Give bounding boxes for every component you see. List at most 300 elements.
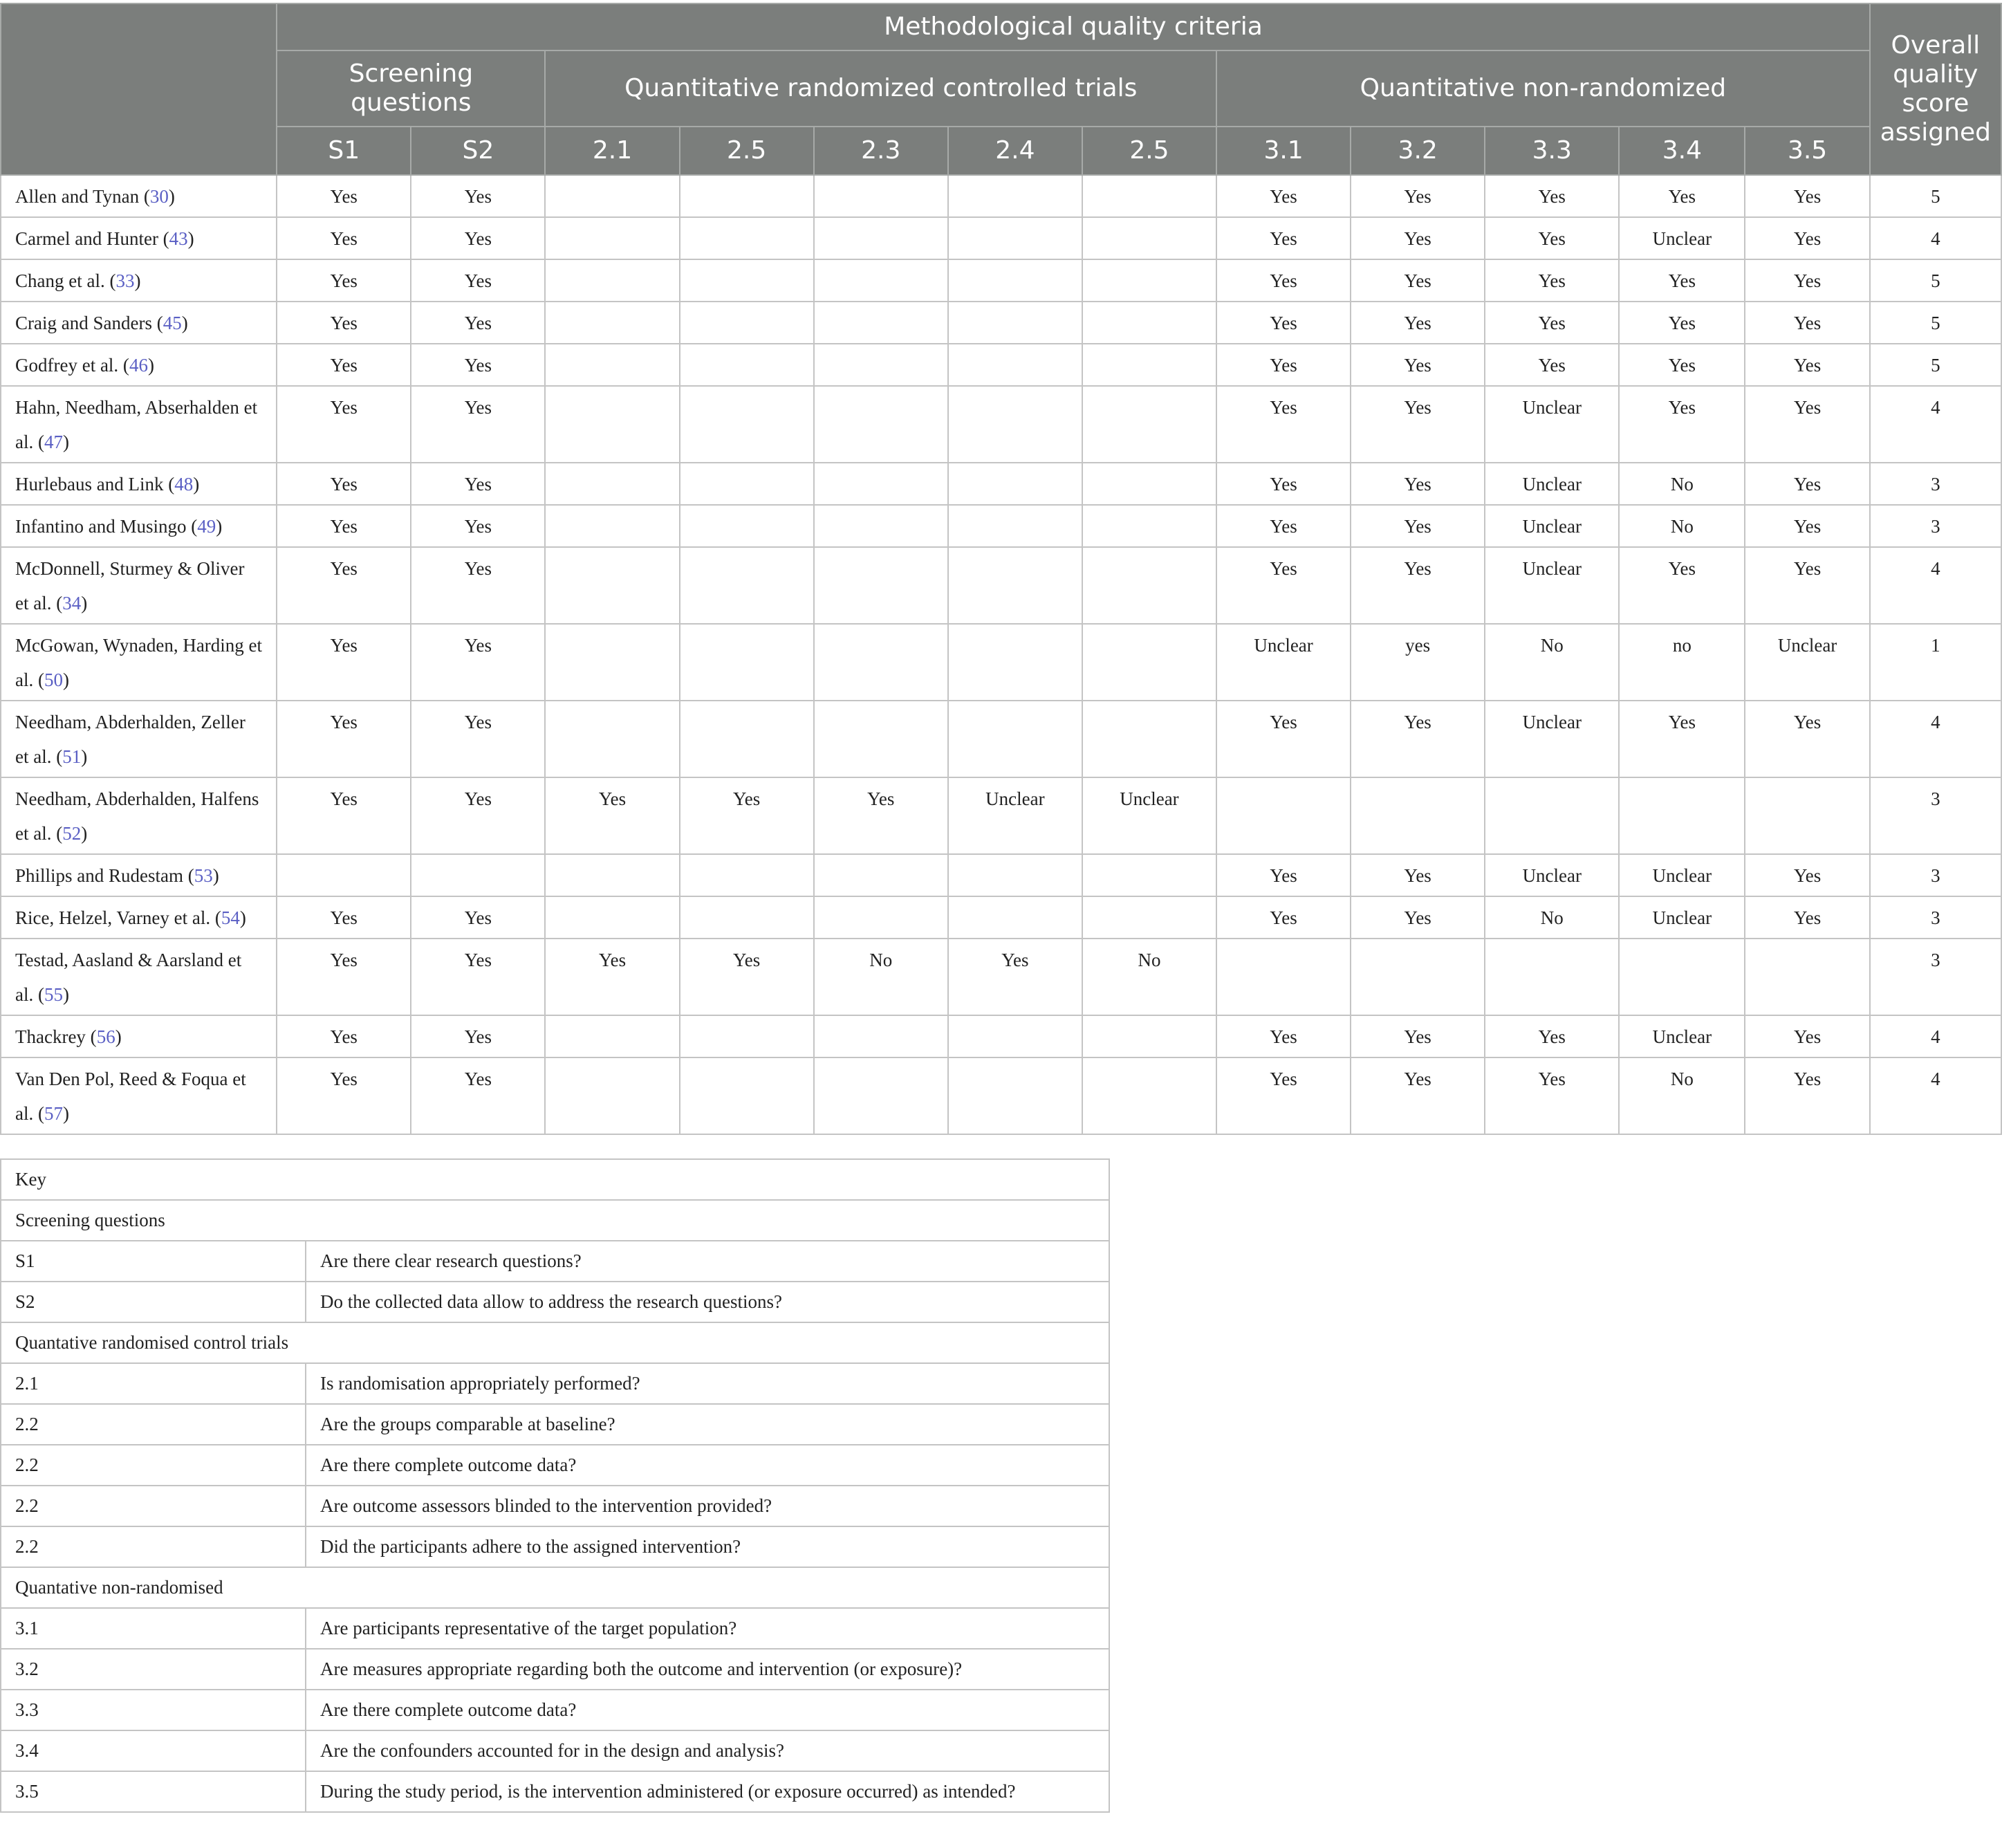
key-item-description: Are there complete outcome data? — [306, 1690, 1109, 1730]
criteria-column-header: 3.2 — [1351, 127, 1485, 175]
criterion-value-cell: Yes — [1216, 896, 1351, 939]
study-cell — [1, 547, 277, 624]
table-row — [1, 386, 2001, 463]
reference-link[interactable]: 52 — [62, 823, 82, 844]
study-name: McDonnell, Sturmey & Oliver et al. ( — [15, 558, 245, 613]
key-item-description: Are the confounders accounted for in the design and analysis? — [306, 1730, 1109, 1771]
criterion-value-cell — [680, 896, 814, 939]
overall-score-header: Overall quality score assigned — [1870, 3, 2001, 175]
criterion-value-cell — [814, 547, 948, 624]
criterion-value-cell: No — [1485, 624, 1619, 701]
reference-link[interactable]: 34 — [62, 593, 82, 613]
table-row — [1, 777, 2001, 854]
criterion-value-cell — [948, 386, 1082, 463]
criterion-value-cell — [1082, 463, 1216, 505]
study-cell — [1, 624, 277, 701]
overall-score-cell: 4 — [1870, 701, 2001, 777]
criterion-value-cell — [814, 701, 948, 777]
reference-link[interactable]: 49 — [197, 516, 216, 537]
criterion-value-cell — [680, 1057, 814, 1134]
criteria-column-header: S2 — [411, 127, 545, 175]
criterion-value-cell: Yes — [277, 896, 411, 939]
study-name: Craig and Sanders ( — [15, 313, 163, 333]
reference-link[interactable]: 54 — [221, 907, 240, 928]
criterion-value-cell: Yes — [411, 344, 545, 386]
criterion-value-cell: Yes — [1216, 701, 1351, 777]
criterion-value-cell — [814, 854, 948, 896]
key-body — [1, 1159, 1109, 1812]
overall-score-cell: 3 — [1870, 777, 2001, 854]
key-item-row — [1, 1690, 1109, 1730]
criterion-value-cell — [948, 624, 1082, 701]
criterion-value-cell: Yes — [1351, 302, 1485, 344]
study-cell — [1, 854, 277, 896]
study-cell — [1, 939, 277, 1015]
study-name: Phillips and Rudestam ( — [15, 865, 194, 886]
table-row — [1, 259, 2001, 302]
overall-score-cell: 3 — [1870, 505, 2001, 547]
study-name: Van Den Pol, Reed & Foqua et al. ( — [15, 1069, 246, 1124]
study-name: Thackrey ( — [15, 1026, 97, 1047]
criterion-value-cell — [1082, 217, 1216, 259]
criterion-value-cell: Yes — [1485, 259, 1619, 302]
criterion-value-cell: Yes — [1216, 217, 1351, 259]
criterion-value-cell: Yes — [545, 939, 679, 1015]
criterion-value-cell: Yes — [1351, 854, 1485, 896]
criterion-value-cell — [1216, 939, 1351, 1015]
criterion-value-cell — [814, 624, 948, 701]
criterion-value-cell: Yes — [277, 217, 411, 259]
study-cell — [1, 259, 277, 302]
criterion-value-cell: Yes — [277, 624, 411, 701]
overall-score-cell: 4 — [1870, 386, 2001, 463]
table-row — [1, 217, 2001, 259]
criterion-value-cell — [680, 386, 814, 463]
criterion-value-cell: Yes — [1216, 302, 1351, 344]
criterion-value-cell: no — [1619, 624, 1745, 701]
criterion-value-cell: Unclear — [1082, 777, 1216, 854]
key-item-row — [1, 1526, 1109, 1567]
criterion-value-cell: Yes — [1351, 1057, 1485, 1134]
criterion-value-cell: Yes — [545, 777, 679, 854]
criterion-value-cell: Yes — [1619, 302, 1745, 344]
criterion-value-cell — [1082, 701, 1216, 777]
study-cell — [1, 896, 277, 939]
criterion-value-cell — [1082, 854, 1216, 896]
key-item-description: Are outcome assessors blinded to the intervention provided? — [306, 1486, 1109, 1526]
key-item-row — [1, 1608, 1109, 1649]
reference-link[interactable]: 57 — [44, 1103, 63, 1124]
criterion-value-cell — [680, 302, 814, 344]
criteria-column-header: 2.5 — [1082, 127, 1216, 175]
table-row — [1, 1015, 2001, 1057]
criterion-value-cell: Unclear — [1619, 217, 1745, 259]
criterion-value-cell — [1082, 624, 1216, 701]
study-cell — [1, 1057, 277, 1134]
reference-link[interactable]: 33 — [115, 270, 135, 291]
criterion-value-cell — [1082, 302, 1216, 344]
criteria-column-header: 3.1 — [1216, 127, 1351, 175]
study-name: Allen and Tynan ( — [15, 186, 150, 207]
criterion-value-cell: Yes — [1745, 1057, 1869, 1134]
reference-link[interactable]: 55 — [44, 984, 63, 1005]
criterion-value-cell: Yes — [277, 547, 411, 624]
table-row — [1, 939, 2001, 1015]
overall-score-cell: 5 — [1870, 344, 2001, 386]
criterion-value-cell: Yes — [1745, 217, 1869, 259]
criterion-value-cell — [814, 896, 948, 939]
criterion-value-cell — [545, 217, 679, 259]
quality-assessment-table — [0, 3, 2002, 1135]
criterion-value-cell: Yes — [1485, 1015, 1619, 1057]
study-name: Godfrey et al. ( — [15, 355, 129, 376]
reference-link[interactable]: 48 — [174, 474, 194, 495]
criterion-value-cell: Yes — [1745, 259, 1869, 302]
key-item-code: S1 — [1, 1241, 306, 1282]
criterion-value-cell — [545, 175, 679, 217]
study-name: Infantino and Musingo ( — [15, 516, 198, 537]
key-item-row — [1, 1363, 1109, 1404]
criterion-value-cell — [411, 854, 545, 896]
overall-score-cell: 4 — [1870, 1057, 2001, 1134]
key-item-row — [1, 1486, 1109, 1526]
criteria-column-header: 3.5 — [1745, 127, 1869, 175]
reference-link[interactable]: 45 — [163, 313, 182, 333]
criterion-value-cell: Yes — [1745, 463, 1869, 505]
criteria-column-header: 3.4 — [1619, 127, 1745, 175]
study-cell — [1, 777, 277, 854]
study-name: Needham, Abderhalden, Halfens et al. ( — [15, 788, 259, 844]
criterion-value-cell: Yes — [411, 1015, 545, 1057]
table-row — [1, 624, 2001, 701]
criterion-value-cell — [680, 259, 814, 302]
criterion-value-cell — [814, 175, 948, 217]
criterion-value-cell: Yes — [411, 624, 545, 701]
criterion-value-cell: Yes — [1351, 259, 1485, 302]
criterion-value-cell: Unclear — [1619, 854, 1745, 896]
reference-close: ) — [62, 669, 69, 690]
study-name: Needham, Abderhalden, Zeller et al. ( — [15, 712, 245, 767]
criterion-value-cell: Yes — [1485, 302, 1619, 344]
criterion-value-cell: Yes — [411, 777, 545, 854]
reference-close: ) — [81, 593, 88, 613]
criterion-value-cell: Yes — [1216, 259, 1351, 302]
criterion-value-cell: Yes — [411, 939, 545, 1015]
criterion-value-cell: Yes — [1745, 505, 1869, 547]
reference-close: ) — [181, 313, 188, 333]
criterion-value-cell: Yes — [1485, 175, 1619, 217]
overall-score-cell: 4 — [1870, 217, 2001, 259]
criterion-value-cell — [545, 302, 679, 344]
criterion-value-cell: Yes — [1216, 386, 1351, 463]
criterion-value-cell: Unclear — [1745, 624, 1869, 701]
criterion-value-cell — [680, 175, 814, 217]
criterion-value-cell — [1082, 1015, 1216, 1057]
key-item-code: 2.2 — [1, 1445, 306, 1486]
study-cell — [1, 505, 277, 547]
criterion-value-cell — [545, 386, 679, 463]
reference-close: ) — [147, 355, 154, 376]
study-cell — [1, 386, 277, 463]
criterion-value-cell: Unclear — [1619, 1015, 1745, 1057]
criterion-value-cell — [545, 547, 679, 624]
criterion-value-cell: No — [1619, 1057, 1745, 1134]
reference-link[interactable]: 30 — [149, 186, 169, 207]
criterion-value-cell — [545, 624, 679, 701]
criterion-value-cell — [814, 1015, 948, 1057]
criterion-value-cell — [948, 344, 1082, 386]
reference-link[interactable]: 43 — [169, 228, 188, 249]
criterion-value-cell — [948, 701, 1082, 777]
criterion-value-cell: Yes — [1745, 854, 1869, 896]
key-item-row — [1, 1404, 1109, 1445]
criteria-column-header: 3.3 — [1485, 127, 1619, 175]
criterion-value-cell — [1745, 939, 1869, 1015]
criterion-value-cell: Yes — [1619, 547, 1745, 624]
rct-group-header: Quantitative randomized controlled trials — [545, 50, 1216, 127]
criterion-value-cell: Yes — [411, 896, 545, 939]
criterion-value-cell — [680, 1015, 814, 1057]
criterion-value-cell: No — [1619, 463, 1745, 505]
criteria-column-header: 2.5 — [680, 127, 814, 175]
criterion-value-cell: Yes — [1745, 386, 1869, 463]
key-item-row — [1, 1241, 1109, 1282]
criterion-value-cell: Yes — [1485, 1057, 1619, 1134]
overall-score-cell: 3 — [1870, 463, 2001, 505]
criterion-value-cell — [948, 505, 1082, 547]
criterion-value-cell — [545, 1015, 679, 1057]
criterion-value-cell: Unclear — [1485, 854, 1619, 896]
study-column-header — [1, 3, 277, 175]
methodological-criteria-header: Methodological quality criteria — [277, 3, 1869, 50]
criterion-value-cell: yes — [1351, 624, 1485, 701]
criterion-value-cell: Yes — [411, 302, 545, 344]
reference-link[interactable]: 46 — [129, 355, 148, 376]
criteria-column-header: 2.3 — [814, 127, 948, 175]
criterion-value-cell — [1082, 1057, 1216, 1134]
key-item-description: Are participants representative of the target population? — [306, 1608, 1109, 1649]
nonrandomized-group-header: Quantitative non-randomized — [1216, 50, 1870, 127]
key-item-code: 2.2 — [1, 1526, 306, 1567]
key-row — [1, 1159, 1109, 1200]
criterion-value-cell: Yes — [1351, 701, 1485, 777]
criterion-value-cell: Yes — [411, 386, 545, 463]
criterion-value-cell: Unclear — [1485, 463, 1619, 505]
criterion-value-cell: Yes — [1216, 1057, 1351, 1134]
criterion-value-cell: Yes — [1619, 259, 1745, 302]
key-item-code: 3.3 — [1, 1690, 306, 1730]
criterion-value-cell — [948, 302, 1082, 344]
criterion-value-cell: Yes — [277, 505, 411, 547]
key-section-heading: Quantative randomised control trials — [1, 1322, 1109, 1363]
criterion-value-cell: Yes — [411, 463, 545, 505]
table-row — [1, 175, 2001, 217]
table-row — [1, 463, 2001, 505]
criterion-value-cell: Yes — [1216, 463, 1351, 505]
key-item-description: Did the participants adhere to the assigned intervention? — [306, 1526, 1109, 1567]
criterion-value-cell: Yes — [1351, 1015, 1485, 1057]
criterion-value-cell — [680, 217, 814, 259]
criterion-value-cell: Yes — [1351, 344, 1485, 386]
key-row — [1, 1567, 1109, 1608]
key-item-row — [1, 1445, 1109, 1486]
criterion-value-cell — [1216, 777, 1351, 854]
criterion-value-cell: Yes — [411, 1057, 545, 1134]
criterion-value-cell — [1619, 939, 1745, 1015]
criterion-value-cell — [545, 854, 679, 896]
criterion-value-cell: Yes — [1351, 505, 1485, 547]
criterion-value-cell: Yes — [411, 259, 545, 302]
study-name: Chang et al. ( — [15, 270, 116, 291]
criterion-value-cell — [814, 259, 948, 302]
criterion-value-cell: Yes — [411, 701, 545, 777]
criterion-value-cell: Yes — [1351, 386, 1485, 463]
reference-link[interactable]: 53 — [194, 865, 213, 886]
criterion-value-cell — [545, 1057, 679, 1134]
study-cell — [1, 302, 277, 344]
criterion-value-cell — [545, 344, 679, 386]
screening-questions-header: Screening questions — [277, 50, 545, 127]
criterion-value-cell: Yes — [277, 302, 411, 344]
table-row — [1, 1057, 2001, 1134]
criterion-value-cell — [545, 463, 679, 505]
criterion-value-cell — [948, 217, 1082, 259]
criterion-value-cell: Yes — [1351, 547, 1485, 624]
criterion-value-cell: Yes — [1745, 547, 1869, 624]
criterion-value-cell: Yes — [277, 701, 411, 777]
reference-link[interactable]: 50 — [44, 669, 63, 690]
reference-close: ) — [62, 984, 69, 1005]
criterion-value-cell: Yes — [1351, 896, 1485, 939]
criterion-value-cell — [1745, 777, 1869, 854]
criterion-value-cell: Unclear — [1619, 896, 1745, 939]
overall-score-cell: 4 — [1870, 547, 2001, 624]
key-item-description: Do the collected data allow to address the research questions? — [306, 1282, 1109, 1322]
reference-link[interactable]: 56 — [96, 1026, 115, 1047]
key-section-heading: Quantative non-randomised — [1, 1567, 1109, 1608]
criterion-value-cell: Yes — [277, 463, 411, 505]
criterion-value-cell: Yes — [277, 259, 411, 302]
study-name: Testad, Aasland & Aarsland et al. ( — [15, 950, 242, 1005]
table-row — [1, 505, 2001, 547]
reference-close: ) — [81, 823, 88, 844]
overall-score-cell: 1 — [1870, 624, 2001, 701]
key-item-row — [1, 1649, 1109, 1690]
criterion-value-cell: Yes — [277, 777, 411, 854]
criterion-value-cell: Yes — [1216, 1015, 1351, 1057]
criterion-value-cell: Unclear — [1485, 547, 1619, 624]
reference-link[interactable]: 51 — [62, 746, 82, 767]
criterion-value-cell — [814, 386, 948, 463]
study-name: Hahn, Needham, Abserhalden et al. ( — [15, 397, 258, 452]
criterion-value-cell — [1082, 344, 1216, 386]
reference-close: ) — [134, 270, 141, 291]
table-row — [1, 896, 2001, 939]
criterion-value-cell: Yes — [277, 344, 411, 386]
overall-score-cell: 5 — [1870, 259, 2001, 302]
overall-score-cell: 3 — [1870, 939, 2001, 1015]
criterion-value-cell — [1351, 939, 1485, 1015]
criterion-value-cell — [1485, 939, 1619, 1015]
criterion-value-cell — [680, 463, 814, 505]
key-item-description: Are there clear research questions? — [306, 1241, 1109, 1282]
key-item-row — [1, 1282, 1109, 1322]
key-title: Key — [1, 1159, 1109, 1200]
criteria-column-headers — [1, 127, 2001, 175]
criterion-value-cell — [1619, 777, 1745, 854]
reference-close: ) — [81, 746, 88, 767]
criterion-value-cell — [680, 505, 814, 547]
criterion-value-cell: Yes — [1745, 344, 1869, 386]
study-cell — [1, 701, 277, 777]
criteria-column-header: S1 — [277, 127, 411, 175]
criterion-value-cell: Yes — [1216, 547, 1351, 624]
criterion-value-cell: Yes — [1745, 896, 1869, 939]
overall-score-cell: 4 — [1870, 1015, 2001, 1057]
criterion-value-cell: Yes — [1619, 701, 1745, 777]
criterion-value-cell: Yes — [680, 777, 814, 854]
study-cell — [1, 217, 277, 259]
table-row — [1, 701, 2001, 777]
criterion-value-cell — [680, 854, 814, 896]
criterion-value-cell: Yes — [1351, 463, 1485, 505]
reference-close: ) — [62, 1103, 69, 1124]
criterion-value-cell — [814, 344, 948, 386]
criterion-value-cell — [680, 344, 814, 386]
key-item-code: 3.5 — [1, 1771, 306, 1812]
overall-score-cell: 3 — [1870, 854, 2001, 896]
criterion-value-cell: Yes — [814, 777, 948, 854]
criterion-value-cell — [814, 505, 948, 547]
criterion-value-cell: No — [1485, 896, 1619, 939]
key-item-description: Are measures appropriate regarding both the outcome and intervention (or exposure)? — [306, 1649, 1109, 1690]
key-section-heading: Screening questions — [1, 1200, 1109, 1241]
criterion-value-cell: Yes — [1216, 854, 1351, 896]
key-item-row — [1, 1771, 1109, 1812]
criterion-value-cell — [680, 701, 814, 777]
criteria-column-header: 2.1 — [545, 127, 679, 175]
criterion-value-cell — [680, 624, 814, 701]
criterion-value-cell — [1082, 259, 1216, 302]
key-item-code: 3.1 — [1, 1608, 306, 1649]
criterion-value-cell: Unclear — [1485, 386, 1619, 463]
key-item-code: 2.2 — [1, 1404, 306, 1445]
key-table — [0, 1158, 1110, 1813]
criterion-value-cell: Yes — [277, 1015, 411, 1057]
study-cell — [1, 1015, 277, 1057]
criterion-value-cell — [948, 259, 1082, 302]
criterion-value-cell: Yes — [277, 1057, 411, 1134]
reference-close: ) — [193, 474, 200, 495]
criterion-value-cell — [1082, 547, 1216, 624]
criterion-value-cell: Yes — [277, 386, 411, 463]
criterion-value-cell — [948, 175, 1082, 217]
reference-close: ) — [115, 1026, 122, 1047]
criterion-value-cell — [545, 701, 679, 777]
reference-link[interactable]: 47 — [44, 432, 63, 452]
criterion-value-cell: Yes — [277, 939, 411, 1015]
overall-score-cell: 3 — [1870, 896, 2001, 939]
criterion-value-cell — [545, 896, 679, 939]
reference-close: ) — [216, 516, 223, 537]
criterion-value-cell: Yes — [1619, 344, 1745, 386]
study-cell — [1, 463, 277, 505]
criterion-value-cell — [277, 854, 411, 896]
key-item-description: Are the groups comparable at baseline? — [306, 1404, 1109, 1445]
overall-score-cell: 5 — [1870, 302, 2001, 344]
criterion-value-cell: Unclear — [1485, 505, 1619, 547]
criterion-value-cell — [1351, 777, 1485, 854]
